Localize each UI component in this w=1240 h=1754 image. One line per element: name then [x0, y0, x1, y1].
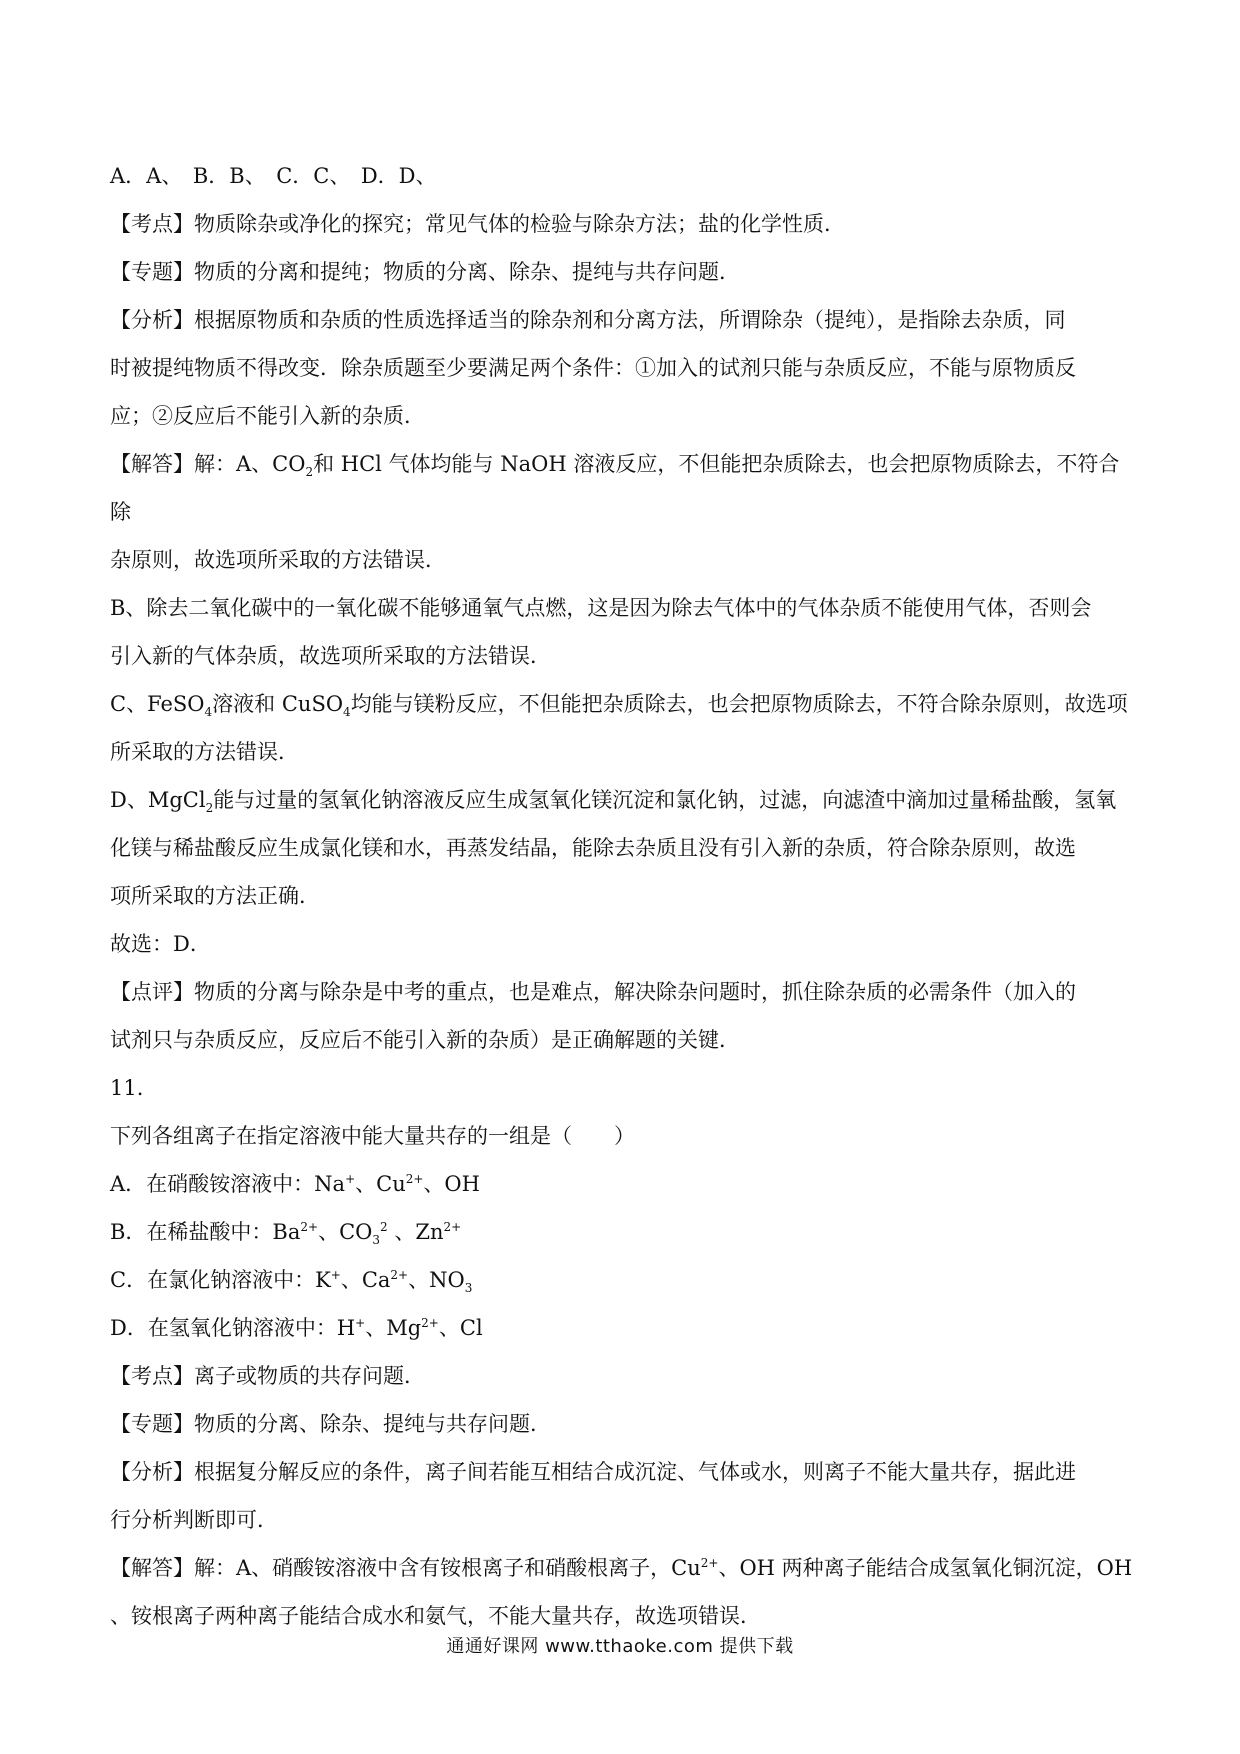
jieda-a-line-2: 杂原则，故选项所采取的方法错误．: [110, 548, 446, 572]
jieda-d-line-2: 化镁与稀盐酸反应生成氯化镁和水，再蒸发结晶，能除去杂质且没有引入新的杂质，符合除杂原则，故选: [110, 836, 1076, 860]
q11-option-c: [110, 1256, 1140, 1304]
jieda-label: 【解答】: [110, 452, 194, 476]
jieda-line-1: [110, 1544, 1140, 1592]
q11-fenxi: [110, 1448, 1140, 1544]
q10-kaodian: [110, 200, 1140, 248]
dianping-label: 【点评】: [110, 980, 194, 1004]
kaodian-label: 【考点】: [110, 212, 194, 236]
q11-kaodian: [110, 1352, 1140, 1400]
option-b-mid2: 、Zn: [387, 1220, 444, 1244]
jieda-b-line-2: 引入新的气体杂质，故选项所采取的方法错误．: [110, 644, 551, 668]
jieda-d-line-3: 项所采取的方法正确．: [110, 884, 320, 908]
option-b-mid1: 、CO: [318, 1220, 373, 1244]
fenxi-line-2: 行分析判断即可．: [110, 1508, 278, 1532]
page-footer: 通通好课网 www.tthaoke.com 提供下载: [446, 1636, 794, 1657]
jieda-line-2: 、铵根离子两种离子能结合成水和氨气，不能大量共存，故选项错误．: [110, 1604, 761, 1628]
jieda-d-line-1: [110, 776, 1140, 824]
q11-number: 11.: [110, 1076, 144, 1100]
kaodian-text: 物质除杂或净化的探究；常见气体的检验与除杂方法；盐的化学性质．: [194, 212, 845, 236]
dianping-text-1: 物质的分离与除杂是中考的重点，也是难点，解决除杂问题时，抓住除杂质的必需条件（加入的: [194, 980, 1076, 1004]
zhuanti-text: 物质的分离、除杂、提纯与共存问题．: [194, 1412, 551, 1436]
option-d-post: 、Cl: [438, 1316, 483, 1340]
option-a-post: 、OH: [423, 1172, 480, 1196]
superscript: 2+: [390, 1268, 409, 1282]
subscript: 3: [372, 1233, 381, 1248]
zhuanti-label: 【专题】: [110, 1412, 194, 1436]
kaodian-text: 离子或物质的共存问题．: [194, 1364, 425, 1388]
q10-jieda: [110, 440, 1140, 920]
jieda-b-line-1: B、除去二氧化碳中的一氧化碳不能够通氧气点燃，这是因为除去气体中的气体杂质不能使用气体，否则会: [110, 596, 1092, 620]
jieda-a-text-1b: 和 HCl 气体均能与 NaOH 溶液反应，不但能把杂质除去，也会把原物质除去，不符合除: [110, 452, 1120, 524]
dianping-line-2: 试剂只与杂质反应，反应后不能引入新的杂质）是正确解题的关键．: [110, 1028, 740, 1052]
kaodian-label: 【考点】: [110, 1364, 194, 1388]
fenxi-line-3: 应；②反应后不能引入新的杂质．: [110, 404, 425, 428]
jieda-text-1a: 解：A、硝酸铵溶液中含有铵根离子和硝酸根离子，Cu: [194, 1556, 701, 1580]
zhuanti-text: 物质的分离和提纯；物质的分离、除杂、提纯与共存问题．: [194, 260, 740, 284]
q11-stem: 下列各组离子在指定溶液中能大量共存的一组是（ ）: [110, 1124, 635, 1148]
fenxi-text-1: 根据复分解反应的条件，离子间若能互相结合成沉淀、气体或水，则离子不能大量共存，据此进: [194, 1460, 1076, 1484]
superscript: 2+: [300, 1220, 319, 1234]
zhuanti-label: 【专题】: [110, 260, 194, 284]
q10-answer: 故选：D．: [110, 932, 211, 956]
dianping-line-1: [110, 968, 1140, 1016]
subscript: 4: [343, 705, 351, 720]
jieda-label: 【解答】: [110, 1556, 194, 1580]
subscript: 4: [204, 705, 213, 720]
q11-option-a: [110, 1160, 1140, 1208]
jieda-a-line-1: [110, 440, 1140, 536]
superscript: +: [345, 1172, 356, 1186]
q10-zhuanti: [110, 248, 1140, 296]
jieda-c-text-1b: 溶液和 CuSO: [212, 692, 344, 716]
subscript: 3: [464, 1281, 473, 1296]
fenxi-label: 【分析】: [110, 308, 194, 332]
jieda-c-text-1a: C、FeSO: [110, 692, 205, 716]
superscript: 2+: [405, 1172, 424, 1186]
jieda-text-1b: 、OH 两种离子能结合成氢氧化铜沉淀，OH: [718, 1556, 1133, 1580]
fenxi-text-1: 根据原物质和杂质的性质选择适当的除杂剂和分离方法，所谓除杂（提纯），是指除去杂质，同: [194, 308, 1066, 332]
subscript: 2: [205, 801, 214, 816]
superscript: +: [330, 1268, 341, 1282]
option-c-pre: C．在氯化钠溶液中：K: [110, 1268, 331, 1292]
fenxi-line-1: [110, 1448, 1140, 1496]
jieda-d-text-1b: 能与过量的氢氧化钠溶液反应生成氢氧化镁沉淀和氯化钠，过滤，向滤渣中滴加过量稀盐酸，氢氧: [213, 788, 1117, 812]
jieda-c-line-1: [110, 680, 1140, 728]
jieda-c-text-1c: 均能与镁粉反应，不但能把杂质除去，也会把原物质除去，不符合除杂原则，故选项: [350, 692, 1128, 716]
superscript: 2+: [443, 1220, 462, 1234]
superscript: 2+: [700, 1556, 719, 1570]
q10-options: A．A、 B．B、 C．C、 D．D、: [110, 164, 437, 188]
option-c-mid: 、Ca: [340, 1268, 391, 1292]
superscript: 2+: [421, 1316, 439, 1330]
subscript: 2: [305, 465, 314, 480]
option-a-pre: A．在硝酸铵溶液中：Na: [110, 1172, 346, 1196]
q10-fenxi: [110, 296, 1140, 440]
q11-option-d: [110, 1304, 1140, 1352]
q11-jieda: [110, 1544, 1140, 1640]
option-d-pre: D．在氢氧化钠溶液中：H: [110, 1316, 356, 1340]
option-d-mid: 、Mg: [365, 1316, 422, 1340]
option-b-pre: B．在稀盐酸中：Ba: [110, 1220, 301, 1244]
document-body: [110, 152, 1140, 1640]
jieda-a-text-1a: 解：A、CO: [194, 452, 306, 476]
fenxi-label: 【分析】: [110, 1460, 194, 1484]
q11-zhuanti: [110, 1400, 1140, 1448]
q11-option-b: [110, 1208, 1140, 1256]
option-c-post: 、NO: [408, 1268, 465, 1292]
q10-dianping: [110, 968, 1140, 1064]
fenxi-line-1: [110, 296, 1140, 344]
superscript: +: [355, 1316, 366, 1330]
jieda-d-text-1a: D、MgCl: [110, 788, 206, 812]
option-a-mid: 、Cu: [355, 1172, 406, 1196]
fenxi-line-2: 时被提纯物质不得改变．除杂质题至少要满足两个条件：①加入的试剂只能与杂质反应，不能与原物质反: [110, 356, 1076, 380]
superscript: 2: [380, 1220, 388, 1234]
jieda-c-line-2: 所采取的方法错误．: [110, 740, 299, 764]
